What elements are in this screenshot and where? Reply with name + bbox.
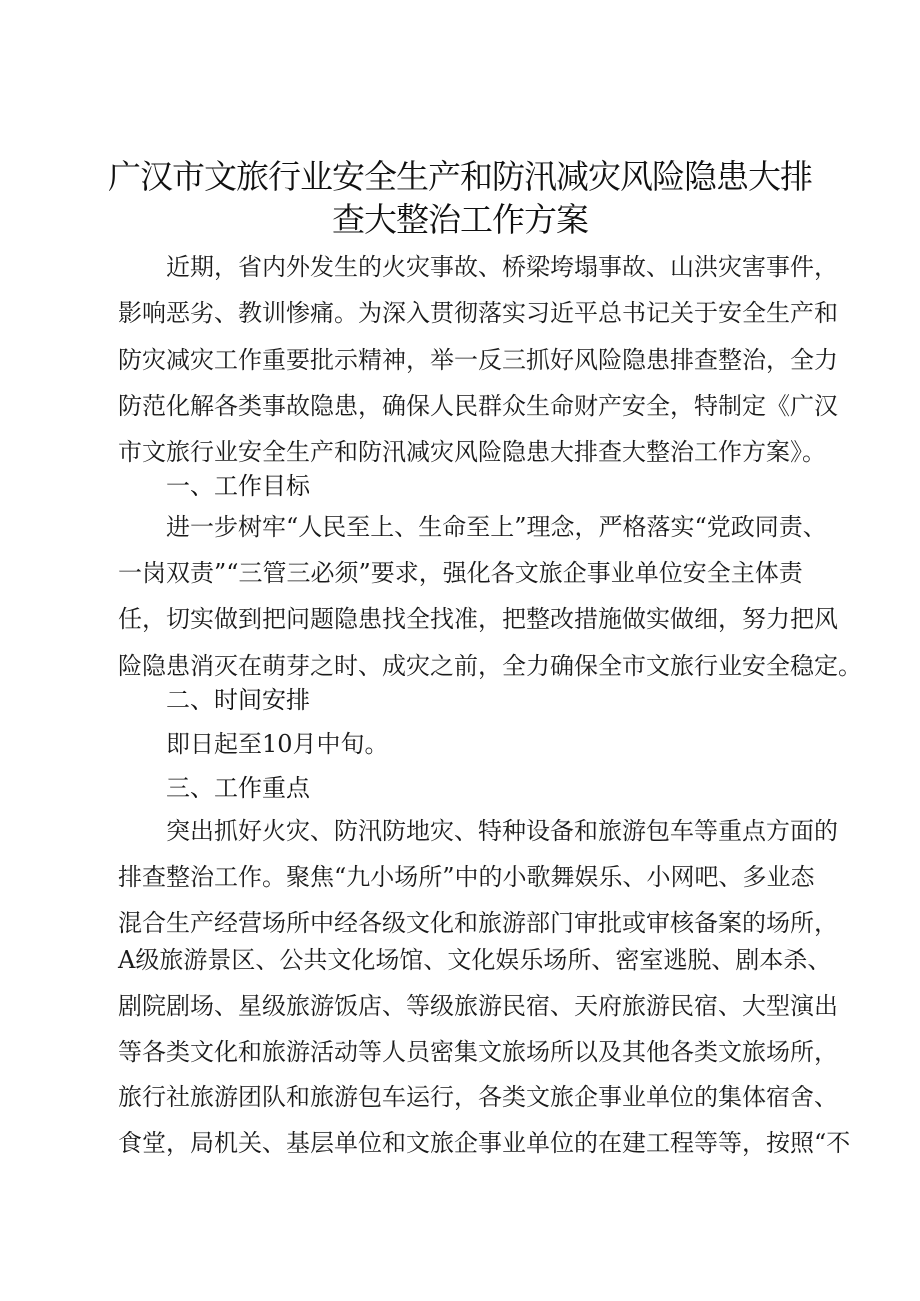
section-heading-goals: 一、工作目标	[166, 472, 310, 500]
section-heading-focus: 三、工作重点	[166, 774, 310, 802]
document-title-line-2: 查大整治工作方案	[332, 200, 588, 239]
focus-line-5: 剧院剧场、星级旅游饭店、等级旅游民宿、天府旅游民宿、大型演出	[118, 992, 838, 1020]
goals-line-2: 一岗双责”“三管三必须”要求，强化各文旅企事业单位安全主体责	[118, 559, 803, 587]
goals-line-3: 任，切实做到把问题隐患找全找准，把整改措施做实做细，努力把风	[118, 605, 838, 633]
intro-line-1: 近期，省内外发生的火灾事故、桥梁垮塌事故、山洪灾害事件，	[166, 253, 838, 281]
focus-line-2: 排查整治工作。聚焦“九小场所”中的小歌舞娱乐、小网吧、多业态	[118, 863, 815, 891]
goals-line-1: 进一步树牢“人民至上、生命至上”理念，严格落实“党政同责、	[166, 513, 827, 541]
focus-line-4: A级旅游景区、公共文化场馆、文化娱乐场所、密室逃脱、剧本杀、	[118, 946, 832, 974]
focus-line-3: 混合生产经营场所中经各级文化和旅游部门审批或审核备案的场所，	[118, 909, 838, 937]
intro-line-3: 防灾减灾工作重要批示精神，举一反三抓好风险隐患排查整治，全力	[118, 346, 838, 374]
goals-line-4: 险隐患消灭在萌芽之时、成灾之前，全力确保全市文旅行业安全稳定。	[118, 652, 862, 680]
document-title-line-1: 广汉市文旅行业安全生产和防汛减灾风险隐患大排	[108, 157, 812, 196]
section-heading-schedule: 二、时间安排	[166, 686, 310, 714]
intro-line-2: 影响恶劣、教训惨痛。为深入贯彻落实习近平总书记关于安全生产和	[118, 299, 838, 327]
focus-line-1: 突出抓好火灾、防汛防地灾、特种设备和旅游包车等重点方面的	[166, 817, 838, 845]
focus-line-8: 食堂，局机关、基层单位和文旅企事业单位的在建工程等等，按照“不	[118, 1129, 851, 1157]
intro-line-4: 防范化解各类事故隐患，确保人民群众生命财产安全，特制定《广汉	[118, 392, 838, 420]
schedule-line-1: 即日起至10月中旬。	[166, 730, 389, 758]
focus-line-7: 旅行社旅游团队和旅游包车运行，各类文旅企事业单位的集体宿舍、	[118, 1083, 838, 1111]
focus-line-6: 等各类文化和旅游活动等人员密集文旅场所以及其他各类文旅场所，	[118, 1038, 838, 1066]
intro-line-5: 市文旅行业安全生产和防汛减灾风险隐患大排查大整治工作方案》。	[118, 438, 826, 466]
